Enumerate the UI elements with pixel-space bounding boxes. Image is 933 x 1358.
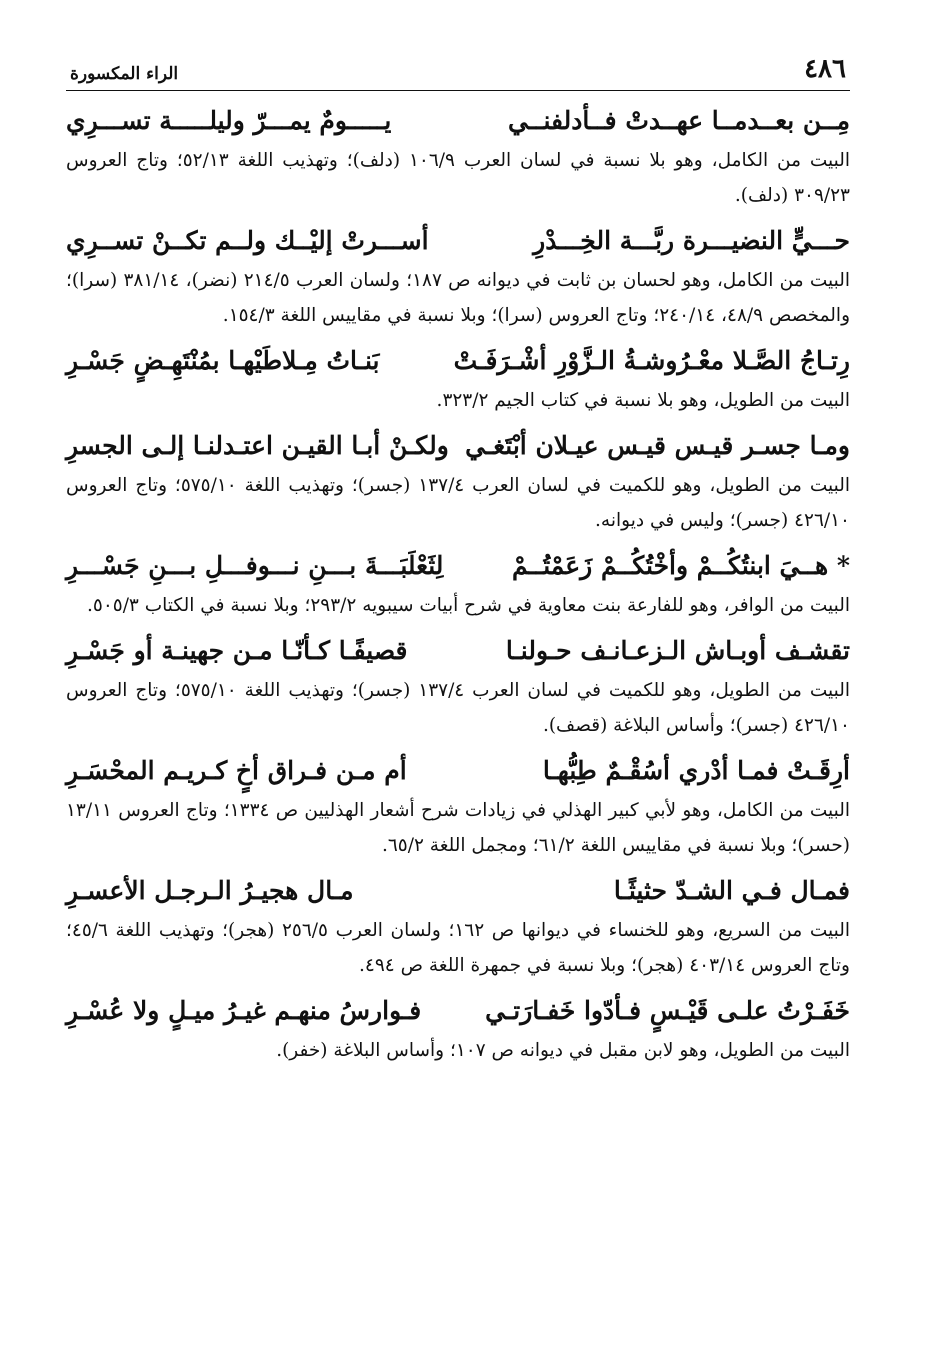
verse-line: [66, 99, 850, 143]
document-page: [66, 40, 850, 1074]
verse-entry: [66, 99, 850, 213]
verse-commentary: البيت من الوافر، وهو للفارعة بنت معاوية في شرح أبيات سيبويه ٢٩٣/٢؛ وبلا نسبة في الكتاب ٥٠٥/٣.: [87, 595, 850, 616]
verse-second-hemistich: فـوارسُ منهـم غيـرُ ميـلٍ ولا عُسْـرِ: [66, 996, 422, 1025]
verse-commentary: البيت من السريع، وهو للخنساء في ديوانها ص ١٦٢؛ ولسان العرب ٢٥٦/٥ (هجر)؛ وتهذيب اللغة ٤٥/٦؛ وتاج العروس ٤٠٣/١٤ (هجر)؛ وبلا نسبة في جمهرة اللغة ص ٤٩٤.: [66, 920, 850, 976]
verse-first-hemistich: رِتـاجُ الصَّـلا معْـرُوشـةُ الـزَّوْرِ أشْـرَفَـتْ: [453, 346, 850, 375]
verse-second-hemistich: يـــــومٌ يمـــرّ وليلـــــة تســـرِي: [66, 106, 392, 135]
verse-second-hemistich: لِثَعْلَبَـــةَ بـــنِ نـــوفـــلِ بـــنِ جَسْـــرِ: [66, 551, 444, 580]
verse-first-hemistich: حـــيٍّ النضيـــرة ربَّـــة الخِـــدْرِ: [533, 226, 850, 255]
verse-second-hemistich: قصيفًـا كـأنّـا مـن جهينـة أو جَسْـرِ: [66, 636, 408, 665]
verse-line: [66, 339, 850, 383]
verse-entry: [66, 749, 850, 863]
verse-commentary: البيت من الكامل، وهو لأبي كبير الهذلي في زيادات شرح أشعار الهذليين ص ١٣٣٤؛ وتاج العروس ١٣/١١ (حسر)؛ وبلا نسبة في مقاييس اللغة ٦١/٢؛ ومجمل اللغة ٦٥/٢.: [66, 800, 850, 856]
verse-entry: [66, 339, 850, 418]
verse-commentary: البيت من الطويل، وهو بلا نسبة في كتاب الجيم ٣٢٣/٢.: [436, 390, 850, 411]
verse-commentary: البيت من الطويل، وهو للكميت في لسان العرب ١٣٧/٤ (جسر)؛ وتهذيب اللغة ٥٧٥/١٠؛ وتاج العروس ٤٢٦/١٠ (جسر)؛ وأساس البلاغة (قصف).: [66, 680, 850, 736]
verse-second-hemistich: مـال هجيـرُ الـرجـل الأعسـرِ: [66, 876, 354, 905]
verse-commentary: البيت من الكامل، وهو بلا نسبة في لسان العرب ١٠٦/٩ (دلف)؛ وتهذيب اللغة ٥٢/١٣؛ وتاج العروس ٣٠٩/٢٣ (دلف).: [66, 150, 850, 206]
verse-first-hemistich: * هــيَ ابنتُكُــمْ وأخْتُكُــمْ زَعَمْتُــمْ: [511, 551, 850, 580]
verse-first-hemistich: ومـا جسـر قيـس قيـس عيـلان أبْتَغـي: [465, 431, 850, 460]
running-title: الراء المكسورة: [70, 64, 179, 84]
verse-first-hemistich: تقشـف أوبـاش الـزعـانـف حـولنـا: [505, 636, 850, 665]
verse-first-hemistich: مِــن بعــدمــا عهــدتْ فــأدلفنــي: [507, 106, 850, 135]
verse-second-hemistich: أســـرتْ إليْــك ولــم تكــنْ تســرِي: [66, 226, 429, 255]
verse-commentary: البيت من الطويل، وهو لابن مقبل في ديوانه ص ١٠٧؛ وأساس البلاغة (خفر).: [276, 1040, 850, 1061]
verse-first-hemistich: فمـال فـي الشـدّ حثيثًـا: [613, 876, 850, 905]
verse-commentary: البيت من الطويل، وهو للكميت في لسان العرب ١٣٧/٤ (جسر)؛ وتهذيب اللغة ٥٧٥/١٠؛ وتاج العروس ٤٢٦/١٠ (جسر)؛ وليس في ديوانه.: [66, 475, 850, 531]
verse-line: [66, 424, 850, 468]
verse-entry: [66, 219, 850, 333]
verse-second-hemistich: أم مـن فـراق أخٍ كـريـم المحْسَـرِ: [66, 756, 407, 785]
verse-first-hemistich: أرِقَـتْ فمـا أدْري أسُقْـمٌ طِبُّهـا: [542, 756, 850, 785]
page-header: [66, 40, 850, 91]
verse-commentary: البيت من الكامل، وهو لحسان بن ثابت في ديوانه ص ١٨٧؛ ولسان العرب ٢١٤/٥ (نضر)، ٣٨١/١٤ (سرا)؛ والمخصص ٤٨/٩، ٢٤٠/١٤؛ وتاج العروس (سرا)؛ وبلا نسبة في مقاييس اللغة ١٥٤/٣.: [66, 270, 851, 326]
verse-entry: [66, 544, 850, 623]
verse-entry: [66, 989, 850, 1068]
verse-line: [66, 749, 850, 793]
verse-line: [66, 989, 850, 1033]
verse-entry: [66, 629, 850, 743]
page-number: ٤٨٦: [804, 54, 846, 84]
verse-line: [66, 544, 850, 588]
verse-line: [66, 219, 850, 263]
verse-second-hemistich: بَنـاتُ مِـلاطَيْهـا بمُنْتَهِـضٍ جَسْـرِ: [66, 346, 380, 375]
verse-line: [66, 869, 850, 913]
verse-entry: [66, 869, 850, 983]
verse-second-hemistich: ولكـنْ أبـا القيـن اعتـدلنـا إلـى الجسرِ: [66, 431, 449, 460]
verse-first-hemistich: خَفَـرْتُ علـى قَيْـسٍ فـأدّوا خَفـارَتـي: [485, 996, 850, 1025]
verse-line: [66, 629, 850, 673]
verse-entry: [66, 424, 850, 538]
